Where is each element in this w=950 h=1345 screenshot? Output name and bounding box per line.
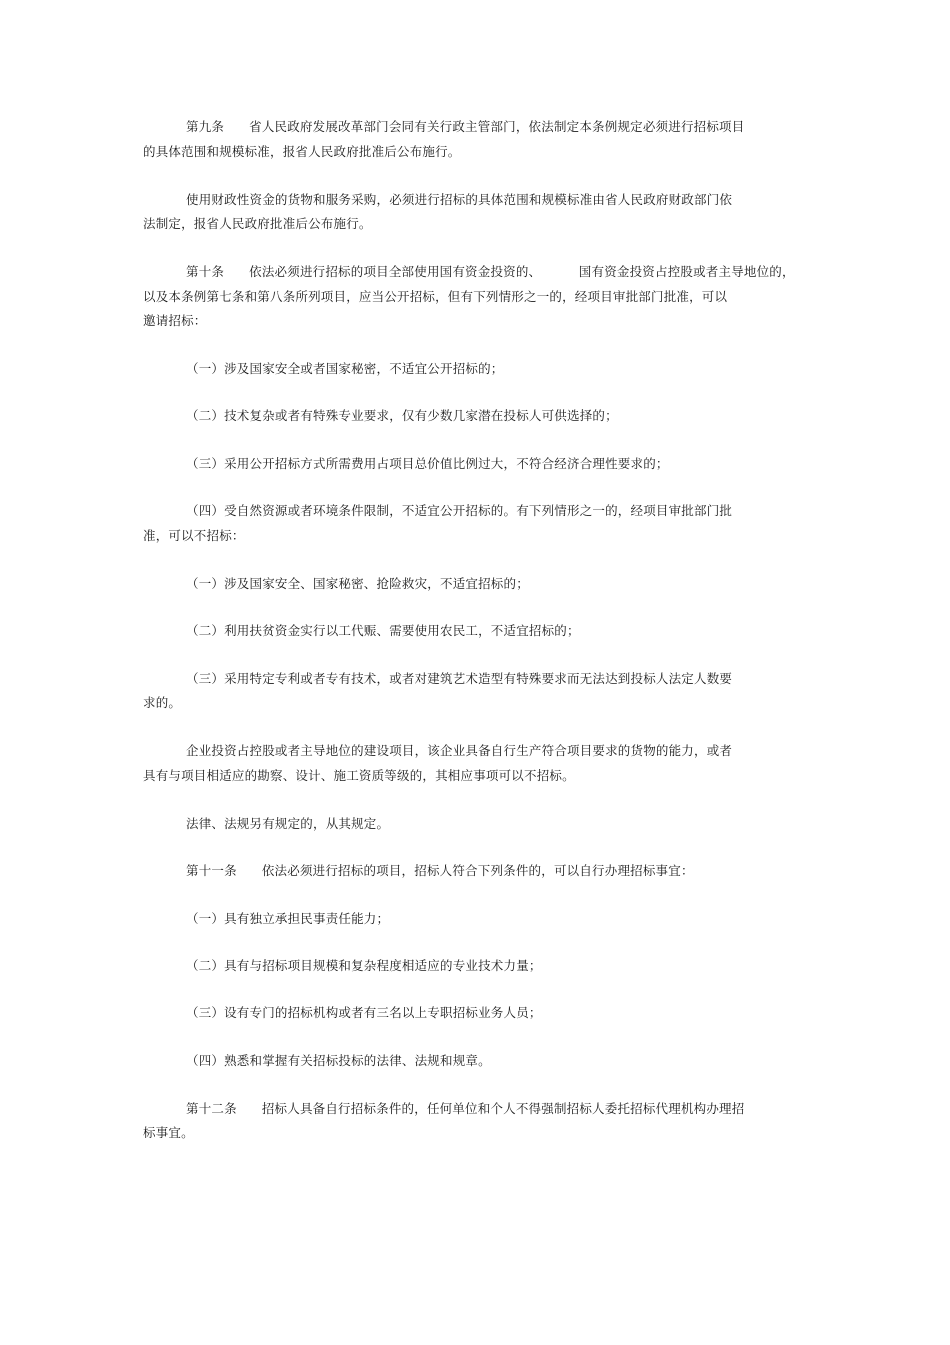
list-item-1: （一）涉及国家安全或者国家秘密，不适宜公开招标的； xyxy=(186,361,504,376)
article-10-line-2: 以及本条例第七条和第八条所列项目，应当公开招标，但有下列情形之一的，经项目审批部门批准，可以 xyxy=(143,289,728,304)
list-item-2: （二）技术复杂或者有特殊专业要求，仅有少数几家潜在投标人可供选择的； xyxy=(186,408,618,423)
paragraph-enterprise-line-1: 企业投资占控股或者主导地位的建设项目，该企业具备自行生产符合项目要求的货物的能力，或者 xyxy=(186,743,733,758)
list-item-4-line-2: 准，可以不招标： xyxy=(143,528,245,543)
exempt-item-3-line-2: 求的。 xyxy=(143,695,182,710)
exempt-item-2: （二）利用扶贫资金实行以工代赈、需要使用农民工，不适宜招标的； xyxy=(186,623,580,638)
article-9-line-2: 的具体范围和规模标准，报省人民政府批准后公布施行。 xyxy=(143,144,461,159)
paragraph-fiscal-line-2: 法制定，报省人民政府批准后公布施行。 xyxy=(143,216,372,231)
article-9-line-1: 第九条 省人民政府发展改革部门会同有关行政主管部门，依法制定本条例规定必须进行招标项目 xyxy=(186,119,745,134)
condition-item-3: （三）设有专门的招标机构或者有三名以上专职招标业务人员； xyxy=(186,1005,542,1020)
article-11-line-1: 第十一条 依法必须进行招标的项目，招标人符合下列条件的，可以自行办理招标事宜： xyxy=(186,863,694,878)
article-10-line-1: 第十条 依法必须进行招标的项目全部使用国有资金投资的、 国有资金投资占控股或者主导地位的， xyxy=(186,264,795,279)
condition-item-2: （二）具有与招标项目规模和复杂程度相适应的专业技术力量； xyxy=(186,958,542,973)
article-12-line-2: 标事宜。 xyxy=(143,1125,194,1140)
paragraph-fiscal-line-1: 使用财政性资金的货物和服务采购，必须进行招标的具体范围和规模标准由省人民政府财政部门依 xyxy=(186,192,733,207)
list-item-3: （三）采用公开招标方式所需费用占项目总价值比例过大，不符合经济合理性要求的； xyxy=(186,456,669,471)
exempt-item-1: （一）涉及国家安全、国家秘密、抢险救灾，不适宜招标的； xyxy=(186,576,529,591)
list-item-4-line-1: （四）受自然资源或者环境条件限制，不适宜公开招标的。有下列情形之一的，经项目审批部门批 xyxy=(186,503,733,518)
article-10-line-3: 邀请招标： xyxy=(143,313,207,328)
paragraph-enterprise-line-2: 具有与项目相适应的勘察、设计、施工资质等级的，其相应事项可以不招标。 xyxy=(143,768,575,783)
condition-item-1: （一）具有独立承担民事责任能力； xyxy=(186,911,390,926)
exempt-item-3-line-1: （三）采用特定专利或者专有技术，或者对建筑艺术造型有特殊要求而无法达到投标人法定人数要 xyxy=(186,671,733,686)
article-12-line-1: 第十二条 招标人具备自行招标条件的，任何单位和个人不得强制招标人委托招标代理机构办理招 xyxy=(186,1101,745,1116)
paragraph-law: 法律、法规另有规定的，从其规定。 xyxy=(186,816,390,831)
condition-item-4: （四）熟悉和掌握有关招标投标的法律、法规和规章。 xyxy=(186,1053,491,1068)
